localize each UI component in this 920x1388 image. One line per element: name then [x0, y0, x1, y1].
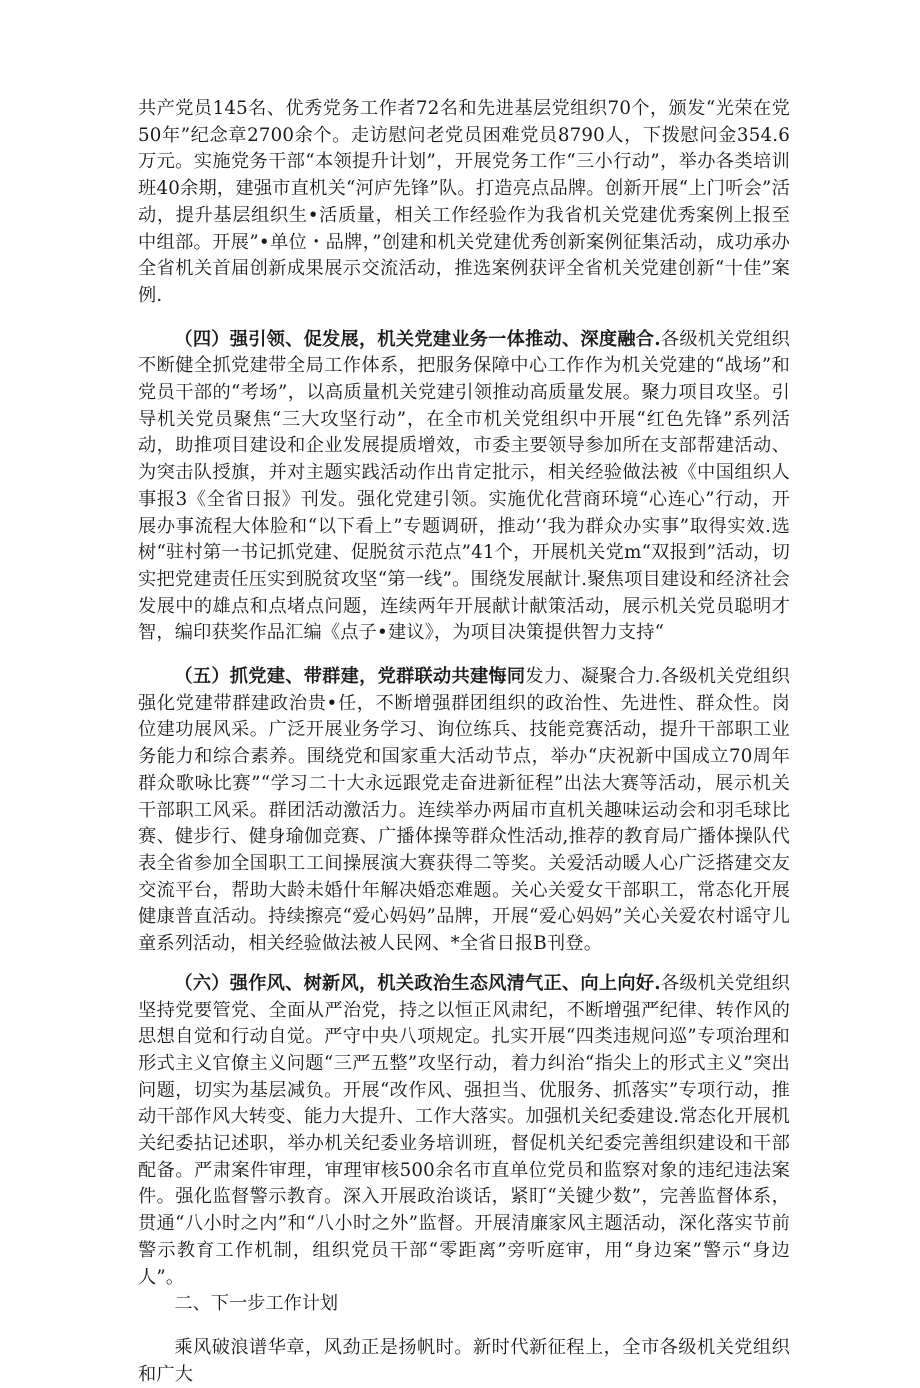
next-step-heading: 二、下一步工作计划: [174, 1293, 339, 1315]
paragraph-1: [138, 96, 790, 310]
closing-paragraph: 乘风破浪谱华章，风劲正是扬帆时。新时代新征程上，全市各级机关党组织和广大: [138, 1336, 790, 1385]
section-4-body: 各级机关党组织不断健全抓党建带全局工作体系，把服务保障中心工作作为机关党建的“战场”和党员干部的“考场”，以高质量机关党建引领推动高质量发展。聚力项目攻坚。引导机关党员聚焦“三大攻坚行动”，在全市机关党组织中开展“红色先锋”系列活动，助推项目建设和企业发展提质增效，市委主要领导参加所在支部帮建活动、为突击队授旗，并对主题实践活动作出肯定批示，相关经验做法被《中国组织人事报3《全省日报》刊发。强化党建引领。实施优化营商环境“心连心”行动，开展办事流程大体脸和“以下看上”专题调研，推动’‘我为群众办实事”取得实效.选树“驻村第一书记抓党建、促脱贫示范点”41个，开展机关党m“双报到”活动，切实把党建责任压实到脱贫攻坚“第一线”。围绕发展献计.聚焦项目建设和经济社会发展中的雄点和点堵点问题，连续两年开展献计献策活动，展示机关党员聪明才智，编印获奖作品汇编《点子•建议》，为项目决策提供智力支持“: [138, 328, 790, 644]
section-6-lead: （六）强作风、树新风，机关政治生态风清气正、向上向好.: [174, 972, 661, 994]
paragraph-section-4: [138, 327, 790, 647]
section-4-lead: （四）强引领、促发展，机关党建业务一体推动、深度融合.: [174, 328, 661, 350]
section-6-body: 各级机关党组织坚持党要管党、全面从严治党，持之以恒正风肃纪，不断增强严纪律、转作风的思想自觉和行动自觉。严守中央八项规定。扎实开展“四类违规问巡”专项治理和形式主义官僚主义问题“三严五整”攻坚行动，着力纠治“指尖上的形式主义”突出问题，切实为基层减负。开展“改作风、强担当、优服务、抓落实”专项行动，推动干部作风大转变、能力大提升、工作大落实。加强机关纪委建设.常态化开展机关纪委拈记述职，举办机关纪委业务培训班，督促机关纪委完善组织建设和干部配备。严肃案件审理，审理审核500余名市直单位党员和监察对象的违纪违法案件。强化监督警示教育。深入开展政治谈话，紧盯“关键少数”，完善监督体系，贯通“八小时之内”和“八小时之外”监督。开展清廉家风主题活动，深化落实节前警示教育工作机制，组织党员干部“零距离”旁听庭审，用“身边案”警示“身边人”。: [138, 972, 791, 1288]
paragraph-section-6: [138, 971, 790, 1291]
paragraph-section-5: [138, 664, 790, 958]
document-page: [138, 96, 790, 1388]
section-5-lead: （五）抓党建、带群建，党群联动共建悔同: [174, 666, 526, 688]
section-5-body: 发力、凝聚合力.各级机关党组织强化党建带群建政治贵•任，不断增强群团组织的政治性、先进性、群众性。岗位建功展风采。广泛开展业务学习、询位练兵、技能竞赛活动，提升干部职工业务能力和综合素养。围绕党和国家重大活动节点，举办“庆祝新中国成立70周年群众歌咏比赛”“学习二十大永远跟党走奋进新征程”出法大赛等活动，展示机关干部职工风采。群团活动激活力。连续举办两届市直机关趣味运动会和羽毛球比赛、健步行、健身瑜伽竞赛、广播体操等群众性活动,推荐的教育局广播体操队代表全省参加全国职工工间操展演大赛获得二等奖。关爱活动暖人心广泛搭建交友交流平台，帮助大龄未婚什年解决婚恋难题。关心关爱女干部职工，常态化开展健康普直活动。持续擦亮“爱心妈妈”品牌，开展“爱心妈妈”关心关爱农村谣守儿童系列活动，相关经验做法被人民网、*全省日报B刊登。: [138, 666, 790, 955]
paragraph-1-body: 共产党员145名、优秀党务工作者72名和先进基层党组织70个，颁发“光荣在党50年”纪念章2700余个。走访慰问老党员困难党员8790人，下拨慰问金354.6万元。实施党务干部“本领提升计划”，开展党务工作“三小行动”，举办各类培训班40余期，建强市直机关“河庐先锋”队。打造亮点品牌。创新开展“上门听会”活动，提升基层组织生•活质量，相关工作经验作为我省机关党建优秀案例上报至中组部。开展”•单位・品牌，”创建和机关党建优秀创新案例征集活动，成功承办全省机关首届创新成果展示交流活动，推选案例获评全省机关党建创新“十佳”案例.: [138, 98, 790, 306]
